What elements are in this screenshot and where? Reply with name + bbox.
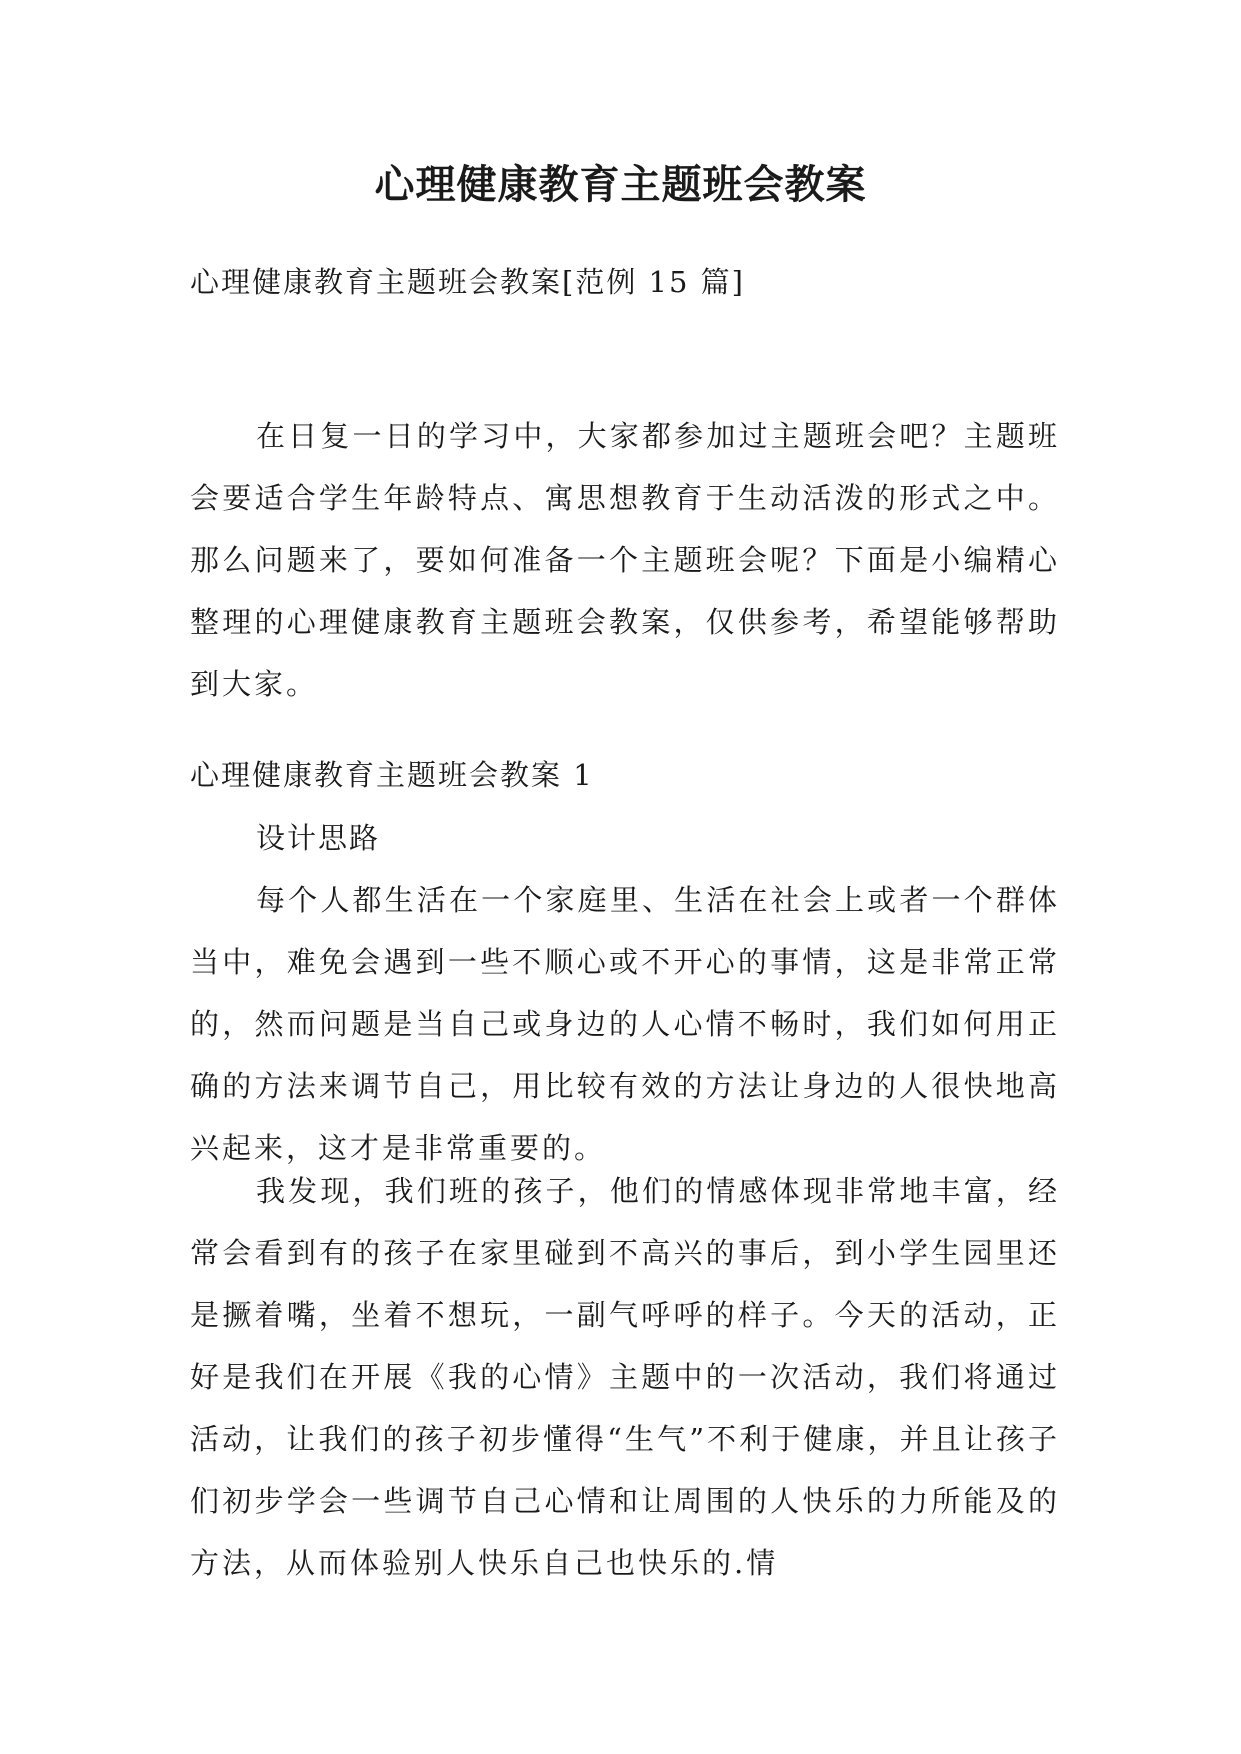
body-paragraph: 我发现，我们班的孩子，他们的情感体现非常地丰富，经常会看到有的孩子在家里碰到不高兴的事后，到小学生园里还是撅着嘴，坐着不想玩，一副气呼呼的样子。今天的活动，正好是我们在开展《我的心情》主题中的一次活动，我们将通过活动，让我们的孩子初步懂得“生气”不利于健康，并且让孩子们初步学会一些调节自己心情和让周围的人快乐的力所能及的方法，从而体验别人快乐自己也快乐的.情: [190, 1174, 1060, 1580]
section-heading: 心理健康教育主题班会教案 1: [190, 758, 594, 792]
intro-paragraph: 在日复一日的学习中，大家都参加过主题班会吧？主题班会要适合学生年龄特点、寓思想教育于生动活泼的形式之中。那么问题来了，要如何准备一个主题班会呢？下面是小编精心整理的心理健康教育主题班会教案，仅供参考，希望能够帮助到大家。: [190, 419, 1060, 701]
document-subtitle: 心理健康教育主题班会教案[范例 15 篇]: [190, 265, 745, 299]
document-title: 心理健康教育主题班会教案: [374, 161, 867, 208]
body-paragraph: 每个人都生活在一个家庭里、生活在社会上或者一个群体当中，难免会遇到一些不顺心或不开心的事情，这是非常正常的，然而问题是当自己或身边的人心情不畅时，我们如何用正确的方法来调节自己，用比较有效的方法让身边的人很快地高兴起来，这才是非常重要的。: [190, 883, 1060, 1165]
sub-heading: 设计思路: [256, 821, 381, 855]
